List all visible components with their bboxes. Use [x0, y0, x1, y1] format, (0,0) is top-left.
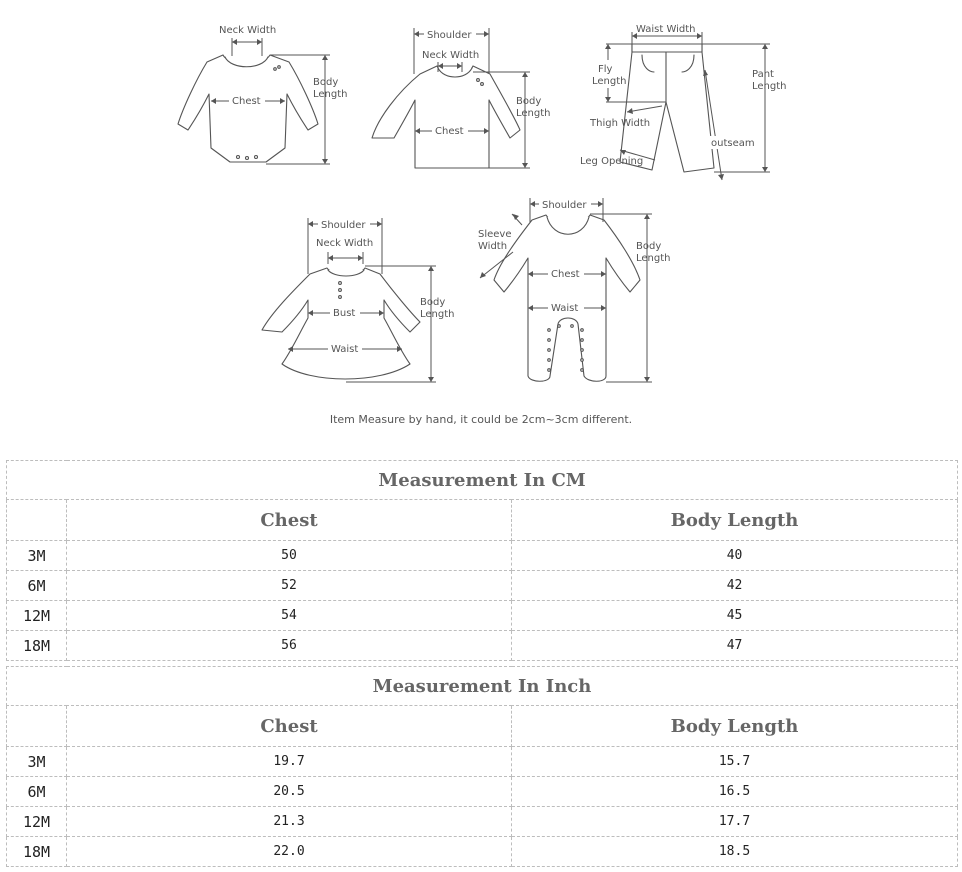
romper-sleeve-width-label: Sleeve Width [478, 229, 512, 252]
pants-illustration [580, 24, 787, 180]
romper-illustration [478, 198, 671, 382]
table-title: Measurement In CM [7, 461, 958, 500]
table-row [7, 601, 958, 631]
body-length-cell: 18.5 [512, 837, 958, 867]
size-column-header [7, 500, 67, 541]
body-length-cell: 40 [512, 541, 958, 571]
pants-waist-width-label: Waist Width [636, 24, 696, 35]
table-row [7, 541, 958, 571]
chest-cell: 19.7 [67, 747, 512, 777]
size-cell: 3M [7, 541, 67, 571]
body-length-cell: 17.7 [512, 807, 958, 837]
shirt-shoulder-label: Shoulder [427, 30, 472, 41]
bodysuit-neck-width-label: Neck Width [219, 25, 277, 36]
chest-cell: 21.3 [67, 807, 512, 837]
size-cell: 6M [7, 571, 67, 601]
body-length-cell: 15.7 [512, 747, 958, 777]
body-length-column-header: Body Length [512, 500, 958, 541]
dress-shoulder-label: Shoulder [321, 220, 366, 231]
chest-cell: 52 [67, 571, 512, 601]
measurement-table-cm [6, 460, 958, 661]
shirt-neck-width-label: Neck Width [422, 50, 480, 61]
bodysuit-chest-label: Chest [232, 96, 261, 107]
measurement-note: Item Measure by hand, it could be 2cm~3cm different. [329, 413, 633, 426]
pants-thigh-width-label: Thigh Width [590, 118, 651, 129]
shirt-illustration [372, 28, 551, 168]
table-row [7, 777, 958, 807]
body-length-cell: 45 [512, 601, 958, 631]
dress-waist-label: Waist [331, 344, 359, 355]
shirt-chest-label: Chest [435, 126, 464, 137]
table-row [7, 807, 958, 837]
chest-column-header: Chest [67, 500, 512, 541]
pants-fly-length-label: Fly Length [592, 64, 627, 87]
table-row [7, 837, 958, 867]
bodysuit-body-length-label: Body Length [313, 77, 348, 100]
pants-pant-length-label: Pant Length [752, 69, 787, 92]
romper-waist-label: Waist [551, 303, 579, 314]
chest-cell: 50 [67, 541, 512, 571]
body-length-column-header: Body Length [512, 706, 958, 747]
body-length-cell: 16.5 [512, 777, 958, 807]
size-column-header [7, 706, 67, 747]
dress-body-length-label: Body Length [420, 297, 455, 320]
chest-cell: 20.5 [67, 777, 512, 807]
romper-body-length-label: Body Length [636, 241, 671, 264]
romper-chest-label: Chest [551, 269, 580, 280]
bodysuit-illustration [178, 25, 348, 164]
size-cell: 18M [7, 837, 67, 867]
table-title: Measurement In Inch [7, 667, 958, 706]
body-length-cell: 47 [512, 631, 958, 661]
chest-column-header: Chest [67, 706, 512, 747]
body-length-cell: 42 [512, 571, 958, 601]
table-row [7, 747, 958, 777]
chest-cell: 54 [67, 601, 512, 631]
chest-cell: 22.0 [67, 837, 512, 867]
size-cell: 18M [7, 631, 67, 661]
pants-outseam-label: outseam [711, 138, 755, 149]
size-cell: 3M [7, 747, 67, 777]
measurement-table-inch [6, 666, 958, 867]
dress-illustration [262, 218, 455, 382]
size-cell: 6M [7, 777, 67, 807]
shirt-body-length-label: Body Length [516, 96, 551, 119]
pants-leg-opening-label: Leg Opening [580, 156, 644, 167]
romper-shoulder-label: Shoulder [542, 200, 587, 211]
table-row [7, 631, 958, 661]
size-cell: 12M [7, 807, 67, 837]
dress-neck-width-label: Neck Width [316, 238, 374, 249]
dress-bust-label: Bust [333, 308, 356, 319]
chest-cell: 56 [67, 631, 512, 661]
size-cell: 12M [7, 601, 67, 631]
table-row [7, 571, 958, 601]
